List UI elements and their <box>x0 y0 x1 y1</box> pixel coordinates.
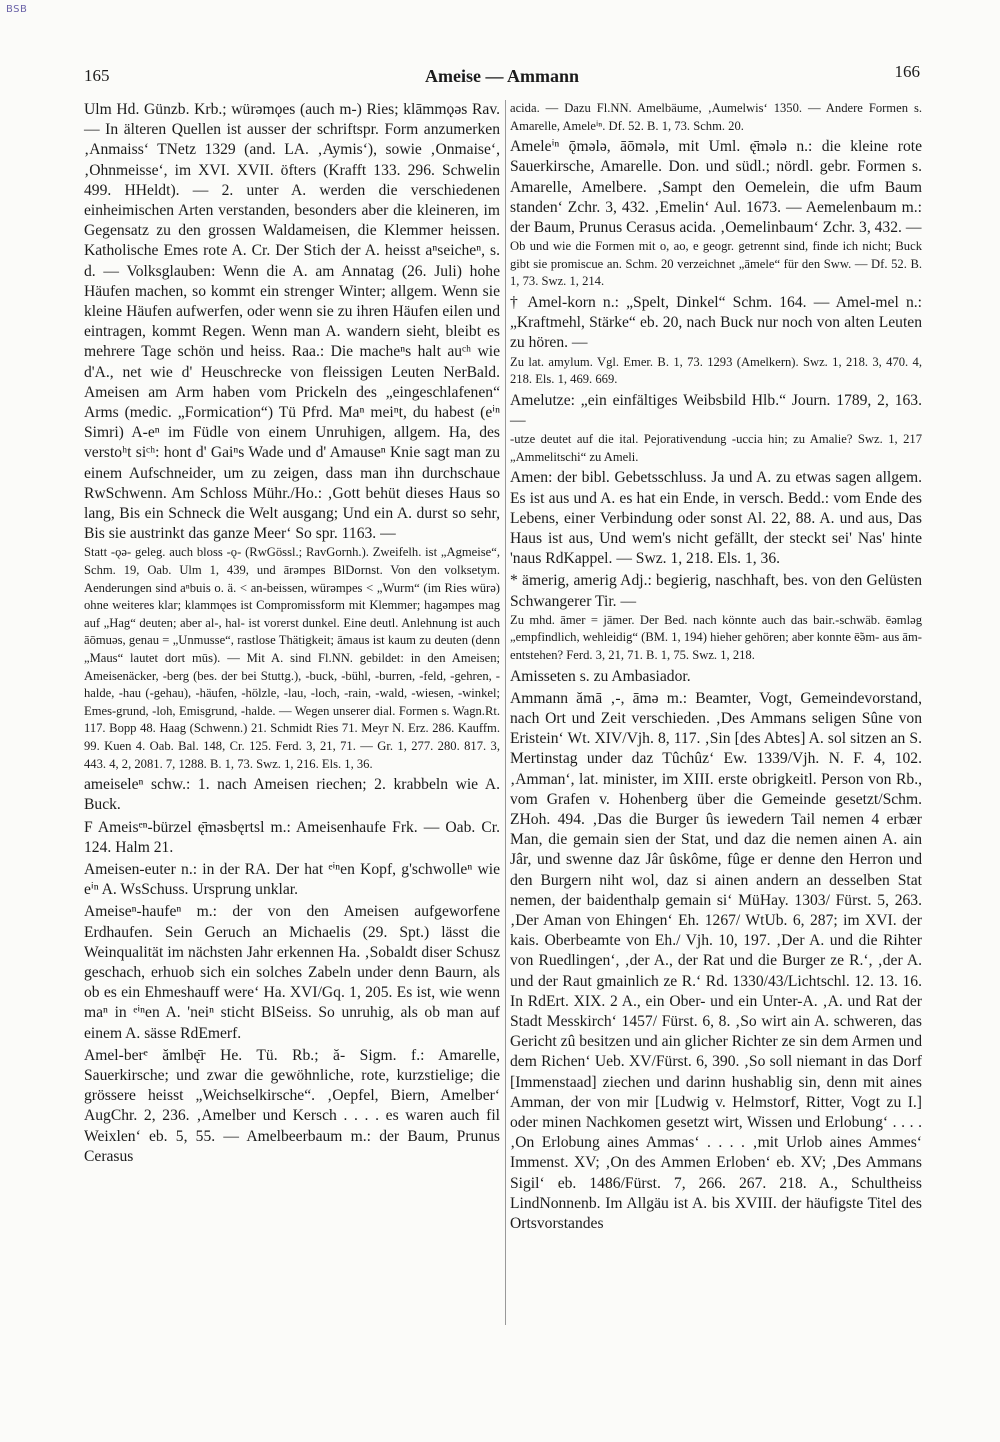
page-header <box>84 62 920 90</box>
dictionary-entry: Ammann ămā ‚-, āmə m.: Beamter, Vogt, Gemeindevorstand, nach Ort und Zeit verschieden. ‚Des Ammans seligen Sûne von Eristein‘ Wt. XIV/Vjh. 8, 117. ‚Sin [des Abtes] A. sol sitzen an S. Mertinstag under daz Tûchûz‘ Ew. 1339/Vjh. N. F. 4, 102. ‚Amman‘, lat. minister, im XIII. erste obrigkeitl. Person von Rb., vom Grafen v. Hohenberg über die Gemeinde gesetzt/Schm. ZHoh. 494. ‚Das die Burger ûs iewedern Tail nemen 4 erbær Man, die gemain sien der Stat, und daz die nemen ainen A. ain Jâr, und swenne daz Jâr ûskôme, fûge er denne den Herron und den Burgern niht wol, daz si ainen andern an desselben Stat nemen, der baidenthalp gemain si‘ MüHay. 1303/ Fürst. 5, 263. ‚Der Aman von Ehingen‘ Eh. 1267/ WtUb. 6, 287; im XVI. der kais. Oberbeamte von Eh./ Vjh. 10, 197. ‚Der A. und die Rihter von Ruedlingen‘, ‚der A., der Rat und die Burger ze R.‘, ‚der A. und der Raut gmainlich ze R.‘ Rd. 1330/43/Lichtschl. 12. 13. 16. In RdErt. XIX. 2 A., ein Ober- und ein Unter-A. ‚A. und Rat der Stadt Messkirch‘ 1457/ Fürst. 6, 8. ‚So wirt ain A. schweren, das Gericht zû besitzen und ain glicher Richter ze sin dem Armen und dem Richen‘ Ueb. XV/Fürst. 6, 390. ‚So soll niemant in das Dorf [Immenstaad] ziechen und darinn hushablig sin, denn mit aines Amman, der von mir [Ludwig v. Helmstorf, Ritter, Vogt zu I.] oder minen Nachkomen gesetzt wirt, Wissen und Erlobung‘ . . . . ‚On Erlobung aines Ammas‘ . . . . ‚mit Urlob aines Ammes‘ Immenst. XV; ‚On des Ammen Erloben‘ eb. XV; ‚Des Ammans Sigil‘ eb. 1486/Fürst. 7, 266. 267. 218. A., Schultheiss LindNonnenb. Im Allgäu ist A. bis XVIII. der häufigste Titel des Ortsvorstandes <box>510 689 922 1233</box>
dictionary-entry: Amel-berᵉ ămlbę̄r He. Tü. Rb.; ă- Sigm. f.: Amarelle, Sauerkirsche; und zwar die gewöhnliche, rote, kurzstielige; die grössere heisst „Weichselkirsche“. ‚Oepfel, Biern, Amelber‘ AugChr. 2, 236. ‚Amelber und Kersch . . . . es waren auch fil Weixlen‘ eb. 5, 55. — Amelbeerbaum m.: der Baum, Prunus Cerasus <box>84 1046 500 1165</box>
etymology-note: -utze deutet auf die ital. Pejorativendung -uccia hin; zu Amalie? Swz. 1, 217 „Ammelitschi“ zu Ameli. <box>510 432 922 464</box>
etymology-note: Ob und wie die Formen mit o, ao, e geogr. getrennt sind, finde ich nicht; Buck gibt sie promiscue an. Schm. 20 verzeichnet „āmele“ für den Sww. — Df. 52. B. 1, 73. Swz. 1, 214. <box>510 239 922 289</box>
etymology-note: Zu lat. amylum. Vgl. Emer. B. 1, 73. 1293 (Amelkern). Swz. 1, 218. 3, 470. 4, 218. Els. 1, 469. 669. <box>510 354 922 387</box>
dictionary-entry: Ameisen-euter n.: in der RA. Der hat ᵉⁱⁿen Kopf, g'schwolleⁿ wie eⁱⁿ A. WsSchuss. Ursprung unklar. <box>84 861 500 899</box>
right-column <box>510 100 922 1234</box>
etymology-note: acida. — Dazu Fl.NN. Amelbäume, ‚Aumelwis‘ 1350. — Andere Formen s. Amarelle, Ameleⁱⁿ. Df. 52. B. 1, 73. Schm. 20. <box>510 101 922 133</box>
dictionary-entry: F Ameisᵉⁿ-bürzel ę̄məsbęrtsl m.: Ameisenhaufe Frk. — Oab. Cr. 124. Halm 21. <box>84 818 500 856</box>
running-title: Ameise — Ammann <box>425 66 579 86</box>
paragraph: Ulm Hd. Günzb. Krb.; würəmǫes (auch m-) Ries; klāmmǫəs Rav. — In älteren Quellen ist ausser der schriftspr. Form anzumerken ‚Anmaiss‘ TNetz 1329 (and. LA. ‚Aymis‘), sowie ‚Onmaise‘, ‚Ohnmeisse‘, im XVI. XVII. öfters (Krafft 133. 296. Schwelin 499. HHeldt). — 2. unter A. werden die verschiedenen einheimischen Arten verstanden, besonders aber die kleineren, im Gegensatz zu den grossen Waldameisen, die Klemmer heissen. Katholische Emes rote A. Cr. Der Stich der A. heisst aⁿseicheⁿ, s. d. — Volksglauben: Wenn die A. am Annatag (26. Juli) hohe Häufen machen, so kommt ein strenger Winter; allgem. Wenn sie kleine Häufen aufwerfen, oder wenn sie zu ihren Häufen eilen und eintragen, kommt Regen. Wenn man A. wandern sieht, bleibt es mehrere Tage schön und heiss. Raa.: Die macheⁿs halt auᶜʰ wie d'A., net wie d' Heuschrecke von fleissigen Leuten NerBald. Ameisen am Arm haben vom Prickeln des „eingeschlafenen“ Arms (medic. „Formication“) Tü Pfrd. Maⁿ meiⁿt, du habest (eⁱⁿ Simri) A-eⁿ im Füdle von einem Unruhigen, allgem. Ha, des verstoʰt siᶜʰ: hont d' Gaiⁿs Wade und d' Amauseⁿ Knie sagt man zu einem Aufschneider, um zu zeigen, dass man ihn durchschaue RwSchwenn. Am Schloss Mühr./Ho.: ‚Gott behüt dieses Haus so lang, Bis ein Schneck die Welt ausgang; Und ein A. durst so sehr, Bis sie austrinkt das ganze Meer‘ So spr. 1163. — <box>84 101 500 543</box>
etymology-note: Statt -ǫə- geleg. auch bloss -ǫ- (RwGössl.; RavGornh.). Zweifelh. ist „Agmeise“, Schm. 19, Oab. Ulm 1, 439, und ārəmpes BlDornst. Von den volksetym. Aenderungen sind aⁿbuis o. ä. < an-beissen, würəmpes < „Wurm“ (im Ries würə) ohne weiteres klar; klammǫes ist Compromissform mit Klemmer; hagəmpes mag auf „Hag“ deuten; aber al-, hal- ist vorerst dunkel. Eine deutl. Anlehnung ist auch āōmuəs, genau = „Unmusse“, rastlose Thätigkeit; āmaus ist kaum zu deuten (denn „Maus“ lautet dort mūs). — Mit A. sind Fl.NN. gebildet: in den Ameisen; Ameisenäcker, -berg (bes. der bei Stuttg.), -buck, -bühl, -burren, -feld, -gehren, -halde, -hau (-gehau), -häufen, -hölzle, -lau, -loch, -rain, -wald, -wiesen, -winkel; Emes-grund, -loh, Emisgrund, -halde. — Wegen unserer dial. Formen s. Wagn.Rt. 117. Bopp 48. Haag (Schwenn.) 21. Schmidt Ries 71. Meyr N. Erz. 286. Kauffm. 99. Kuen 4. Oab. Bal. 148, Cr. 125. Ferd. 3, 21, 71. — Gr. 1, 277. 280. 817. 3, 443. 4, 2, 2081. 7, 1288. B. 1, 73. Swz. 1, 216. Els. 1, 36. <box>84 545 500 771</box>
etymology-note: Zu mhd. āmer = jāmer. Der Bed. nach könnte auch das bair.-schwäb. ēəmləg „empfindlich, wehleidig“ (BM. 1, 194) hieher gehören; aber konnte ē̃əm- aus ām- entstehen? Ferd. 3, 21, 71. B. 1, 75. Swz. 1, 218. <box>510 612 922 662</box>
library-stamp: BSB <box>6 4 28 15</box>
dictionary-entry: Amen: der bibl. Gebetsschluss. Ja und A. zu etwas sagen allgem. Es ist aus und A. es hat ein Ende, in versch. Bedd.: vom Ende des Lebens, einer Verbindung oder sonst Al. 22, 88. A. und aus, Das Haus ist aus, Und wem's nicht gefällt, der steckt sei' Nas' hinte 'naus RdKappel. — Swz. 1, 218. Els. 1, 36. <box>510 469 922 568</box>
dictionary-entry: † Amel-korn n.: „Spelt, Dinkel“ Schm. 164. — Amel-mel n.: „Kraftmehl, Stärke“ eb. 20, nach Buck nur noch von alten Leuten zu hören. — <box>510 293 922 352</box>
dictionary-entry: Ameleⁱⁿ ǭmələ, āōmələ, mit Uml. ę̄mələ n.: die kleine rote Sauerkirsche, Amarelle. Don. und südl.; nördl. gebr. Formen s. Amarelle, Amelbere. ‚Sampt den Oemelein, die ufm Baum standen‘ Zchr. 3, 432. ‚Emelin‘ Aul. 1673. — Aemelenbaum m.: der Baum, Prunus Cerasus acida. ‚Oemelinbaum‘ Zchr. 3, 432. — <box>510 138 922 236</box>
left-column <box>84 100 500 1167</box>
dictionary-entry: Amisseten s. zu Ambasiador. <box>510 667 691 685</box>
dictionary-entry: Ameiseⁿ-haufeⁿ m.: der von den Ameisen aufgeworfene Erdhaufen. Sein Geruch an Michaelis (29. Spt.) lässt die Weinqualität im nächsten Jahr erkennen Ha. ‚Sobaldt diser Schusz geschach, erhuob sich ein solches Zabeln under denn Baurn, als ob es ein Ehmeshauff were‘ Ha. XVI/Gq. 1, 205. Es ist, wie wenn maⁿ in ᵉⁱⁿen A. 'neiⁿ sticht BlSeiss. So unruhig, als ob man auf einem A. sässe RdEmerf. <box>84 903 500 1042</box>
page-number-right: 166 <box>894 62 920 81</box>
dictionary-entry: ameiseleⁿ schw.: 1. nach Ameisen riechen; 2. krabbeln wie A. Buck. <box>84 776 500 814</box>
page-number-left: 165 <box>84 66 110 85</box>
dictionary-entry: Amelutze: „ein einfältiges Weibsbild Hlb.“ Journ. 1789, 2, 163. — <box>510 391 922 429</box>
column-divider <box>505 100 506 1325</box>
dictionary-entry: * ämerig, amerig Adj.: begierig, naschhaft, bes. von den Gelüsten Schwangerer Tir. — <box>510 572 922 610</box>
